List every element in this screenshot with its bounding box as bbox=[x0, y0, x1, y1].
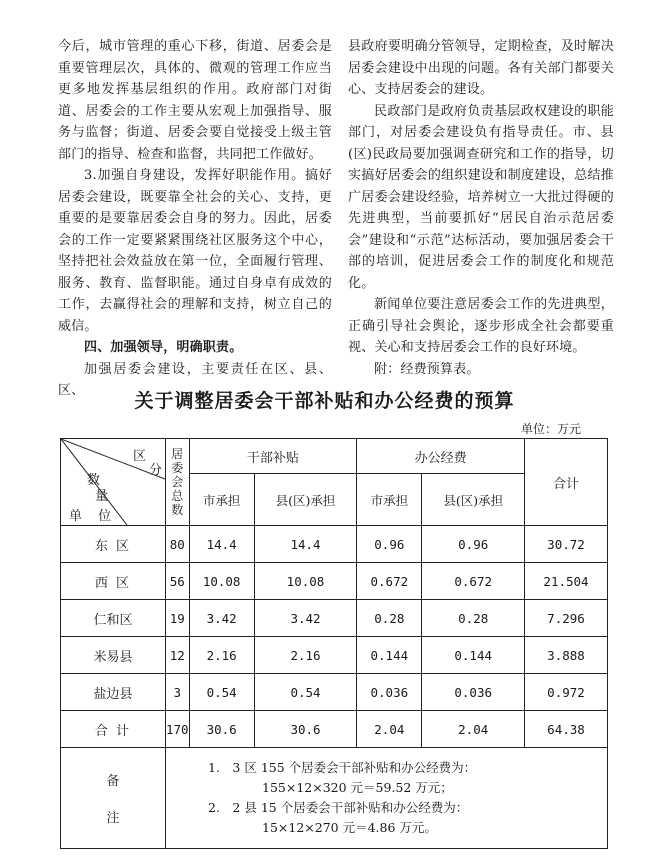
office-city: 0.036 bbox=[357, 674, 422, 711]
subsidy-county: 30.6 bbox=[254, 711, 357, 748]
row-name: 西 区 bbox=[61, 563, 166, 600]
section-heading: 四、加强领导，明确职责。 bbox=[84, 340, 243, 355]
committee-count: 12 bbox=[166, 637, 190, 674]
subsidy-county: 10.08 bbox=[254, 563, 357, 600]
note-line: 2. 2 县 15 个居委会干部补贴和办公经费为： bbox=[208, 800, 469, 815]
subsidy-county-header: 县(区)承担 bbox=[254, 474, 357, 526]
office-county: 2.04 bbox=[422, 711, 525, 748]
subsidy-city: 14.4 bbox=[189, 526, 254, 563]
row-total: 3.888 bbox=[525, 637, 608, 674]
notes-label-char: 备 bbox=[106, 774, 120, 789]
paragraph: 3.加强自身建设，发挥好职能作用。搞好居委会建设，既要靠全社会的关心、支持，更重要的是要靠居委会自身的努力。因此，居委会的工作一定要紧紧围绕社区服务这个中心，坚持把社会效益放在第一位，全面履行管理、服务、教育、监督职能。通过自身卓有成效的工作，去赢得社会的理解和支持，树立自己的威信。 bbox=[58, 168, 332, 334]
notes-label-char: 注 bbox=[106, 811, 120, 826]
office-city: 0.28 bbox=[357, 600, 422, 637]
committee-count: 56 bbox=[166, 563, 190, 600]
total-header: 合计 bbox=[525, 439, 608, 526]
diag-label-qu: 区 bbox=[133, 449, 147, 464]
table-row bbox=[61, 674, 608, 711]
paragraph: 加强居委会建设，主要责任在区、县、区、 bbox=[58, 361, 332, 398]
row-name: 合 计 bbox=[61, 711, 166, 748]
diag-label-shu: 数 bbox=[87, 473, 101, 488]
row-name: 东 区 bbox=[61, 526, 166, 563]
table-row bbox=[61, 563, 608, 600]
row-total: 0.972 bbox=[525, 674, 608, 711]
office-county-header: 县(区)承担 bbox=[422, 474, 525, 526]
paragraph: 民政部门是政府负责基层政权建设的职能部门，对居委会建设负有指导责任。市、县(区)民政局要加强调查研究和工作的指导，切实搞好居委会的组织建设和制度建设，总结推广居委会建设经验，培养树立一大批过得硬的先进典型，当前要抓好“居民自治示范居委会”建设和“示范”达标活动，要加强居委会干部的培训，促进居委会工作的制度化和规范化。 bbox=[348, 103, 614, 291]
office-county: 0.036 bbox=[422, 674, 525, 711]
office-city: 0.96 bbox=[357, 526, 422, 563]
subsidy-county: 0.54 bbox=[254, 674, 357, 711]
diag-label-danwei: 单 位 bbox=[69, 509, 118, 524]
office-county: 0.672 bbox=[422, 563, 525, 600]
subsidy-city: 3.42 bbox=[189, 600, 254, 637]
subsidy-county: 14.4 bbox=[254, 526, 357, 563]
office-county: 0.96 bbox=[422, 526, 525, 563]
notes-row bbox=[61, 748, 608, 849]
subsidy-county: 2.16 bbox=[254, 637, 357, 674]
paragraph: 附：经费预算表。 bbox=[374, 361, 480, 377]
subsidy-city: 0.54 bbox=[189, 674, 254, 711]
cadre-subsidy-header: 干部补贴 bbox=[189, 439, 357, 474]
subsidy-city: 10.08 bbox=[189, 563, 254, 600]
subsidy-city-header: 市承担 bbox=[189, 474, 254, 526]
table-row bbox=[61, 526, 608, 563]
paragraph: 新闻单位要注意居委会工作的先进典型，正确引导社会舆论，逐步形成全社会都要重视、关心和支持居委会工作的良好环境。 bbox=[348, 297, 614, 355]
row-total: 64.38 bbox=[525, 711, 608, 748]
row-total: 30.72 bbox=[525, 526, 608, 563]
notes-label bbox=[61, 748, 166, 849]
row-name: 盐边县 bbox=[61, 674, 166, 711]
table-title: 关于调整居委会干部补贴和办公经费的预算 bbox=[134, 390, 515, 412]
subsidy-city: 30.6 bbox=[189, 711, 254, 748]
paragraph: 今后，城市管理的重心下移，街道、居委会是重要管理层次，具体的、微观的管理工作应当更多地发挥基层组织的作用。政府部门对街道、居委会的工作主要从宏观上加强指导、服务与监督；街道、居委会要自觉接受上级主管部门的指导、检查和监督，共同把工作做好。 bbox=[58, 39, 332, 162]
subsidy-county: 3.42 bbox=[254, 600, 357, 637]
office-county: 0.144 bbox=[422, 637, 525, 674]
right-text-column bbox=[348, 36, 614, 380]
budget-table bbox=[60, 438, 608, 849]
subsidy-city: 2.16 bbox=[189, 637, 254, 674]
diag-label-liang: 量 bbox=[95, 489, 109, 504]
table-row bbox=[61, 600, 608, 637]
table-row-total bbox=[61, 711, 608, 748]
office-funds-header: 办公经费 bbox=[357, 439, 525, 474]
paragraph: 县政府要明确分管领导，定期检查，及时解决居委会建设中出现的问题。各有关部门都要关心、支持居委会的建设。 bbox=[348, 39, 614, 97]
diagonal-header-cell bbox=[61, 439, 166, 526]
office-city: 0.672 bbox=[357, 563, 422, 600]
left-text-column bbox=[58, 36, 332, 402]
office-county: 0.28 bbox=[422, 600, 525, 637]
row-total: 7.296 bbox=[525, 600, 608, 637]
diag-label-fen: 分 bbox=[149, 463, 163, 478]
note-calc: 155×12×320 元＝59.52 万元； bbox=[262, 780, 453, 795]
committee-count-header: 居委会总数 bbox=[166, 439, 190, 526]
committee-count: 3 bbox=[166, 674, 190, 711]
unit-label: 单位：万元 bbox=[520, 422, 581, 436]
row-name: 米易县 bbox=[61, 637, 166, 674]
table-row bbox=[61, 637, 608, 674]
row-total: 21.504 bbox=[525, 563, 608, 600]
committee-count: 80 bbox=[166, 526, 190, 563]
committee-count: 170 bbox=[166, 711, 190, 748]
notes-content bbox=[166, 748, 608, 849]
note-calc: 15×12×270 元＝4.86 万元。 bbox=[262, 820, 437, 835]
office-city: 0.144 bbox=[357, 637, 422, 674]
note-line: 1. 3 区 155 个居委会干部补贴和办公经费为： bbox=[208, 760, 477, 775]
committee-count: 19 bbox=[166, 600, 190, 637]
office-city-header: 市承担 bbox=[357, 474, 422, 526]
row-name: 仁和区 bbox=[61, 600, 166, 637]
office-city: 2.04 bbox=[357, 711, 422, 748]
